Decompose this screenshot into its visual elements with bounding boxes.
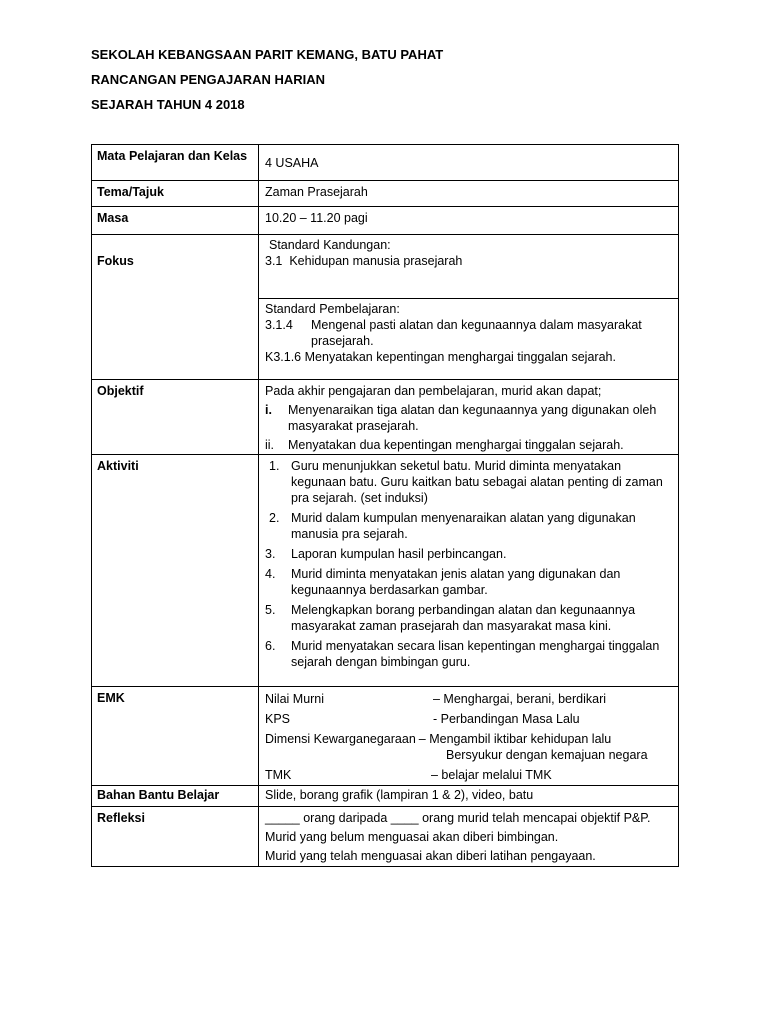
refleksi-line: _____ orang daripada ____ orang murid telah mencapai objektif P&P. — [265, 811, 651, 825]
emk-key: KPS — [265, 712, 291, 726]
aktiviti-cell — [259, 455, 679, 687]
row-fokus — [92, 235, 679, 380]
label-fokus: Fokus — [92, 235, 259, 380]
aktiviti-text: Murid diminta menyatakan jenis alatan yang digunakan dan kegunaannya berdasarkan gambar. — [291, 567, 621, 597]
sk-heading: Standard Kandungan: — [269, 238, 391, 252]
sp-number: K3.1.6 — [265, 350, 302, 364]
aktiviti-item — [265, 546, 672, 562]
aktiviti-item — [265, 566, 672, 598]
label-objektif: Objektif — [92, 380, 259, 455]
refleksi-line: Murid yang belum menguasai akan diberi bimbingan. — [265, 830, 559, 844]
aktiviti-number: 6. — [265, 639, 276, 653]
objektif-number: ii. — [265, 438, 275, 452]
emk-value: - Perbandingan Masa Lalu — [433, 712, 580, 726]
label-mata-pelajaran: Mata Pelajaran dan Kelas — [92, 145, 259, 181]
aktiviti-text: Guru menunjukkan seketul batu. Murid diminta menyatakan kegunaan batu. Guru kaitkan batu sebagai alatan penting di zaman pra sejarah. (set induksi) — [291, 459, 663, 505]
sp-text: Menyatakan kepentingan menghargai tinggalan sejarah. — [304, 350, 616, 364]
aktiviti-text: Laporan kumpulan hasil perbincangan. — [291, 547, 507, 561]
sp-text: Mengenal pasti alatan dan kegunaannya dalam masyarakat prasejarah. — [311, 318, 642, 348]
school-name: SEKOLAH KEBANGSAAN PARIT KEMANG, BATU PAHAT — [91, 47, 444, 62]
emk-cell — [259, 687, 679, 786]
aktiviti-text: Murid dalam kumpulan menyenaraikan alatan yang digunakan manusia pra sejarah. — [291, 511, 636, 541]
aktiviti-number: 1. — [269, 459, 280, 473]
label-aktiviti: Aktiviti — [92, 455, 259, 687]
label-refleksi: Refleksi — [92, 807, 259, 867]
label-tema: Tema/Tajuk — [92, 181, 259, 207]
refleksi-line: Murid yang telah menguasai akan diberi latihan pengayaan. — [265, 849, 596, 863]
aktiviti-item — [265, 638, 672, 670]
objektif-number: i. — [265, 403, 272, 417]
row-aktiviti — [92, 455, 679, 687]
emk-dimensi-line2: Bersyukur dengan kemajuan negara — [446, 748, 648, 762]
row-mata-pelajaran — [92, 145, 679, 181]
value-bahan-bantu-belajar: Slide, borang grafik (lampiran 1 & 2), video, batu — [259, 786, 679, 807]
subject-year: SEJARAH TAHUN 4 2018 — [91, 97, 245, 112]
aktiviti-number: 4. — [265, 567, 276, 581]
sk-line — [265, 253, 672, 269]
emk-tmk — [265, 767, 672, 783]
objektif-text: Menyatakan dua kepentingan menghargai tinggalan sejarah. — [288, 438, 624, 452]
aktiviti-number: 3. — [265, 547, 276, 561]
refleksi-cell — [259, 807, 679, 867]
standard-kandungan — [259, 235, 678, 299]
aktiviti-text: Murid menyatakan secara lisan kepentingan menghargai tinggalan sejarah dengan bimbingan guru. — [291, 639, 660, 669]
label-bahan-bantu-belajar: Bahan Bantu Belajar — [92, 786, 259, 807]
aktiviti-number: 5. — [265, 603, 276, 617]
row-emk — [92, 687, 679, 786]
emk-value: – belajar melalui TMK — [431, 768, 552, 782]
sk-number: 3.1 — [265, 254, 283, 268]
lesson-plan-table — [91, 144, 679, 867]
standard-pembelajaran — [259, 299, 678, 379]
document-title: RANCANGAN PENGAJARAN HARIAN — [91, 72, 326, 87]
aktiviti-number: 2. — [269, 511, 280, 525]
emk-nilai-murni — [265, 691, 672, 707]
emk-key: Nilai Murni — [265, 692, 325, 706]
row-objektif — [92, 380, 679, 455]
emk-kps — [265, 711, 672, 727]
row-bahan-bantu-belajar — [92, 786, 679, 807]
fokus-cell — [259, 235, 679, 380]
objektif-item — [265, 402, 672, 434]
sp-item — [265, 317, 672, 349]
label-masa: Masa — [92, 207, 259, 235]
sp-item-2 — [265, 349, 672, 365]
sp-heading: Standard Pembelajaran: — [265, 302, 400, 316]
objektif-cell — [259, 380, 679, 455]
value-kelas: 4 USAHA — [259, 145, 679, 181]
row-refleksi — [92, 807, 679, 867]
sp-number: 3.1.4 — [265, 318, 293, 332]
value-masa: 10.20 – 11.20 pagi — [259, 207, 679, 235]
row-tema — [92, 181, 679, 207]
label-emk: EMK — [92, 687, 259, 786]
value-tema: Zaman Prasejarah — [259, 181, 679, 207]
aktiviti-item — [265, 602, 672, 634]
objektif-item — [265, 437, 672, 453]
aktiviti-text: Melengkapkan borang perbandingan alatan dan kegunaannya masyarakat zaman prasejarah dan masyarakat masa kini. — [291, 603, 636, 633]
emk-value: – Menghargai, berani, berdikari — [433, 692, 607, 706]
objektif-intro: Pada akhir pengajaran dan pembelajaran, murid akan dapat; — [265, 384, 602, 398]
objektif-text: Menyenaraikan tiga alatan dan kegunaannya yang digunakan oleh masyarakat prasejarah. — [288, 403, 657, 433]
row-masa — [92, 207, 679, 235]
sk-text: Kehidupan manusia prasejarah — [289, 254, 463, 268]
emk-dimensi — [265, 731, 672, 747]
aktiviti-item — [269, 458, 672, 506]
emk-key: TMK — [265, 768, 292, 782]
emk-key: Dimensi Kewarganegaraan — [265, 732, 416, 746]
emk-value: – Mengambil iktibar kehidupan lalu — [418, 732, 612, 746]
aktiviti-item — [269, 510, 672, 542]
